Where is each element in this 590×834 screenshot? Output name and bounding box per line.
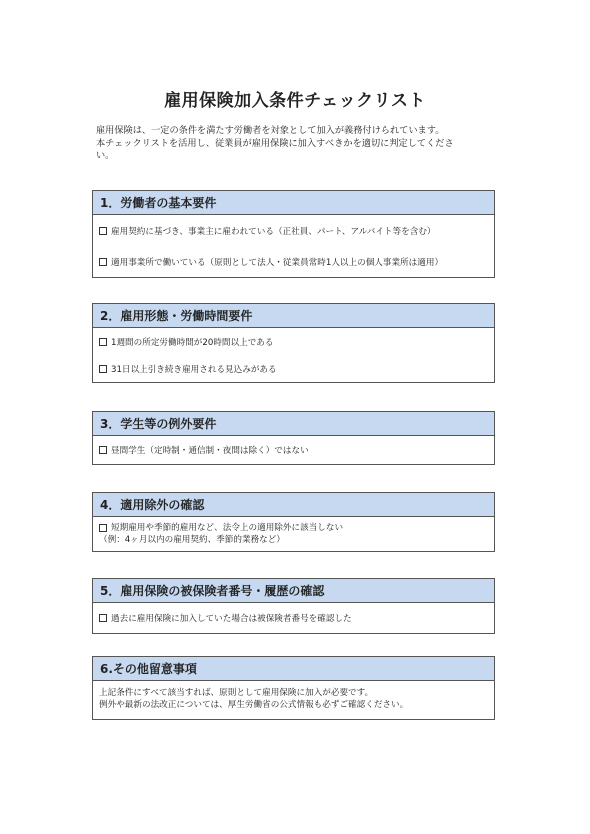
checklist-item[interactable] [99,444,488,456]
section-exclusions [92,492,495,552]
note-line: 上記条件にすべて該当すれば、原則として雇用保険に加入が必要です。 [99,688,374,698]
checkbox[interactable] [99,338,107,346]
checklist-item-label: 昼間学生（定時制・通信制・夜間は除く）ではない [111,446,309,456]
checkbox[interactable] [99,446,107,454]
checklist-item-label: 31日以上引き続き雇用される見込みがある [111,364,277,375]
intro-line: い。 [96,150,115,161]
section-basic-requirements [92,190,495,278]
checklist-item-label: 短期雇用や季節的雇用など、法令上の適用除外に該当しない [111,523,344,533]
checklist-item[interactable] [99,336,488,348]
intro-line: 本チェックリストを活用し、従業員が雇用保険に加入すべきかを適切に判定してくださ [96,137,454,149]
section-student-exceptions [92,411,495,465]
section-heading: 5．雇用保険の被保険者番号・履歴の確認 [93,579,494,603]
checkbox[interactable] [99,524,107,532]
section-employment-hours [92,303,495,383]
example-note: （例：4ヶ月以内の雇用契約、季節的業務など） [99,535,285,545]
section-heading: 3．学生等の例外要件 [93,412,494,436]
checklist-item[interactable] [99,256,488,268]
checkbox[interactable] [99,227,107,235]
section-other-notes [92,656,495,720]
checklist-item[interactable] [99,225,488,237]
checklist-item[interactable] [99,363,488,375]
section-heading: 4．適用除外の確認 [93,493,494,517]
section-heading: 6.その他留意事項 [93,657,494,681]
section-heading: 1．労働者の基本要件 [93,191,494,215]
section-heading: 2．雇用形態・労働時間要件 [93,304,494,328]
checkbox[interactable] [99,365,107,373]
checklist-item-label: 適用事業所で働いている（原則として法人・従業員常時1人以上の個人事業所は適用） [111,257,444,268]
checklist-item[interactable] [99,522,488,534]
note-line: 例外や最新の法改正については、厚生労働省の公式情報も必ずご確認ください。 [99,700,409,710]
document-title: 雇用保険加入条件チェックリスト [164,91,426,111]
section-insured-number [92,578,495,634]
intro-line: 雇用保険は、一定の条件を満たす労働者を対象として加入が義務付けられています。 [96,125,445,136]
checkbox[interactable] [99,258,107,266]
checklist-item-label: 1週間の所定労働時間が20時間以上である [111,337,274,348]
checklist-item-label: 雇用契約に基づき、事業主に雇われている（正社員、パート、アルバイト等を含む） [111,226,436,237]
checkbox[interactable] [99,614,107,622]
checklist-item[interactable] [99,612,488,624]
intro-text [96,125,496,163]
checklist-item-label: 過去に雇用保険に加入していた場合は被保険者番号を確認した [111,614,352,624]
